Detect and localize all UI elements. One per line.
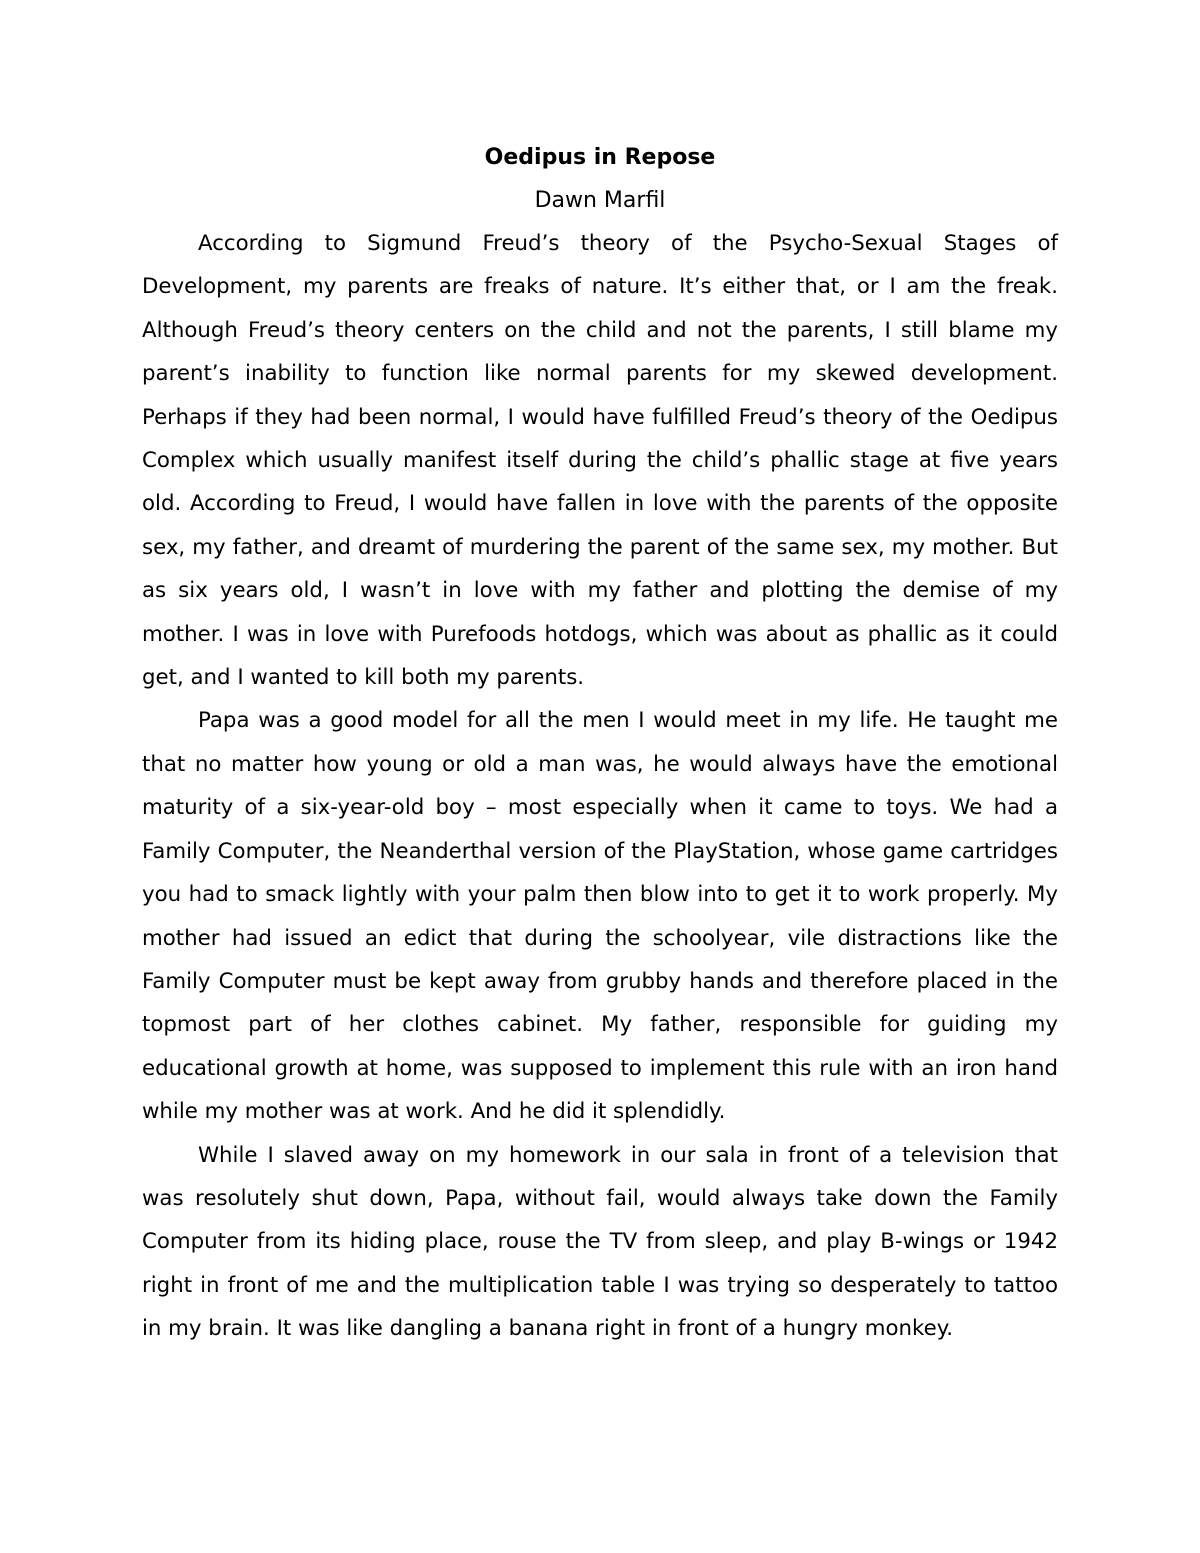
document-page — [142, 136, 1058, 1351]
paragraph: According to Sigmund Freud’s theory of the Psycho-Sexual Stages of Development, my parents are freaks of nature. It’s either that, or I am the freak. Although Freud’s theory centers on the child and not the parents, I still blame my parent’s inability to function like normal parents for my skewed development. Perhaps if they had been normal, I would have fulfilled Freud’s theory of the Oedipus Complex which usually manifest itself during the child’s phallic stage at five years old. According to Freud, I would have fallen in love with the parents of the opposite sex, my father, and dreamt of murdering the parent of the same sex, my mother. But as six years old, I wasn’t in love with my father and plotting the demise of my mother. I was in love with Purefoods hotdogs, which was about as phallic as it could get, and I wanted to kill both my parents. — [142, 231, 1058, 691]
document-author: Dawn Marfil — [534, 188, 666, 213]
paragraph: Papa was a good model for all the men I would meet in my life. He taught me that no matter how young or old a man was, he would always have the emotional maturity of a six-year-old boy – most especially when it came to toys. We had a Family Computer, the Neanderthal version of the PlayStation, whose game cartridges you had to smack lightly with your palm then blow into to get it to work properly. My mother had issued an edict that during the schoolyear, vile distractions like the Family Computer must be kept away from grubby hands and therefore placed in the topmost part of her clothes cabinet. My father, responsible for guiding my educational growth at home, was supposed to implement this rule with an iron hand while my mother was at work. And he did it splendidly. — [142, 708, 1058, 1125]
paragraph: While I slaved away on my homework in our sala in front of a television that was resolutely shut down, Papa, without fail, would always take down the Family Computer from its hiding place, rouse the TV from sleep, and play B-wings or 1942 right in front of me and the multiplication table I was trying so desperately to tattoo in my brain. It was like dangling a banana right in front of a hungry monkey. — [142, 1142, 1058, 1342]
document-title: Oedipus in Repose — [484, 145, 716, 170]
